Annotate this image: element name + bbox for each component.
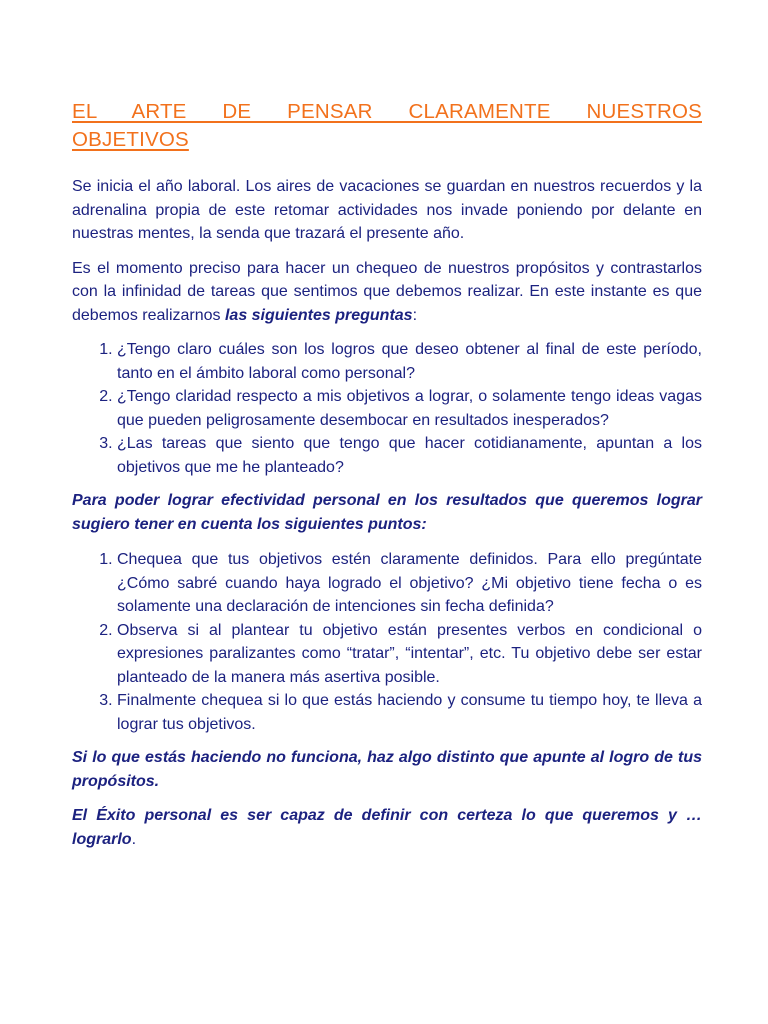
point-item: 1. Chequea que tus objetivos estén claramente definidos. Para ello pregúntate ¿Cómo sabré cuando haya logrado el objetivo? ¿Mi objetivo tiene fecha o es solamente una declaración de intenciones sin fecha definida? <box>117 548 702 619</box>
document-page <box>72 98 702 862</box>
document-title <box>72 98 702 154</box>
context-paragraph-text: Es el momento preciso para hacer un chequeo de nuestros propósitos y contrastarlos con la infinidad de tareas que sentimos que debemos realizar. En este instante es que debemos realizarnos <box>72 259 702 324</box>
context-paragraph-end: : <box>412 306 418 324</box>
points-intro: Para poder lograr efectividad personal en los resultados que queremos lograr sugiero tener en cuenta los siguientes puntos: <box>72 492 702 533</box>
points-list <box>72 548 702 736</box>
questions-emphasis: las siguientes preguntas <box>224 306 413 324</box>
final-statement-end: . <box>131 830 137 848</box>
question-item: 1. ¿Tengo claro cuáles son los logros que deseo obtener al final de este período, tanto en el ámbito laboral como personal? <box>117 338 702 385</box>
final-statement-emphasis: El Éxito personal es ser capaz de definir con certeza lo que queremos y … lograrlo <box>72 807 702 848</box>
point-item: 3. Finalmente chequea si lo que estás haciendo y consume tu tiempo hoy, te lleva a lograr tus objetivos. <box>117 689 702 736</box>
closing-statement: Si lo que estás haciendo no funciona, haz algo distinto que apunte al logro de tus propósitos. <box>72 749 702 790</box>
questions-list <box>72 338 702 479</box>
point-item: 2. Observa si al plantear tu objetivo están presentes verbos en condicional o expresiones paralizantes como “tratar”, “intentar”, etc. Tu objetivo debe ser estar planteado de la manera más asertiva posible. <box>117 619 702 690</box>
context-paragraph <box>72 257 702 328</box>
question-item: 2. ¿Tengo claridad respecto a mis objetivos a lograr, o solamente tengo ideas vagas que pueden peligrosamente desembocar en resultados inesperados? <box>117 385 702 432</box>
question-item: 3. ¿Las tareas que siento que tengo que hacer cotidianamente, apuntan a los objetivos que me he planteado? <box>117 432 702 479</box>
document-title-line-2: OBJETIVOS <box>72 128 189 151</box>
intro-paragraph: Se inicia el año laboral. Los aires de vacaciones se guardan en nuestros recuerdos y la adrenalina propia de este retomar actividades nos invade poniendo por delante en nuestras mentes, la senda que trazará el presente año. <box>72 178 702 242</box>
final-statement <box>72 804 702 851</box>
document-title-line-1: EL ARTE DE PENSAR CLARAMENTE NUESTROS <box>72 100 702 123</box>
